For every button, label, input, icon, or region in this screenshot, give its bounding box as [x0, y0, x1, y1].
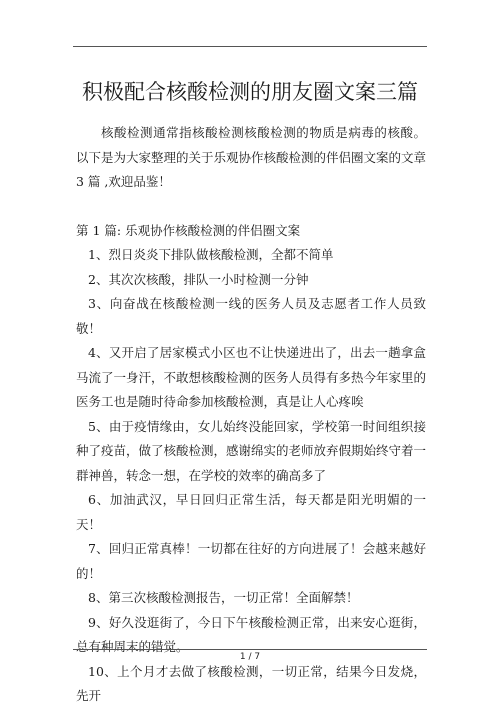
list-item: 10、上个月才去做了核酸检测，一切正常，结果今日发烧，先开 — [76, 663, 426, 703]
list-item: 9、好久没逛街了，今日下午核酸检测正常，出来安心逛街，总有种周末的错觉。 — [76, 614, 426, 654]
paragraph-spacer — [76, 195, 426, 219]
list-item: 5、由于疫情缘由，女儿始终没能回家，学校第一时间组织接种了疫苗，做了核酸检测，感谢绵实的老师放弃假期始终守着一群神兽，转念一想，在学校的效率的确高多了 — [76, 418, 427, 483]
list-item: 3、向奋战在核酸检测一线的医务人员及志愿者工作人员致敬！ — [76, 296, 426, 336]
section-title: 第 1 篇: 乐观协作核酸检测的伴侣圈文案 — [76, 222, 301, 238]
intro-paragraph: 核酸检测通常指核酸检测核酸检测的物质是病毒的核酸。 以下是为大家整理的关于乐观协作核酸检测的伴侣圈文案的文章 3 篇 ,欢迎品鉴！ — [76, 125, 427, 189]
list-item: 2、其次次核酸，排队一小时检测一分钟 — [88, 271, 309, 287]
document-body — [76, 121, 426, 709]
list-item: 6、加油武汉，早日回归正常生活，每天都是阳光明媚的一天！ — [76, 492, 426, 532]
header-rule — [73, 46, 427, 47]
list-item: 8、第三次核酸检测报告，一切正常！全面解禁！ — [88, 590, 359, 605]
page-number: 1 / 7 — [239, 652, 261, 662]
list-item: 4、又开启了居家模式小区也不让快递进出了，出去一趟拿盒马流了一身汗，不敢想核酸检测的医务人员得有多热今年家里的医务工也是随时待命参加核酸检测，真是让人心疼唉 — [76, 345, 427, 409]
document-title: 积极配合核酸检测的朋友圈文案三篇 — [82, 80, 418, 104]
list-item: 1、烈日炎炎下排队做核酸检测，全都不简单 — [88, 247, 334, 262]
list-item: 7、回归正常真棒！一切都在往好的方向进展了！会越来越好的！ — [76, 541, 426, 581]
